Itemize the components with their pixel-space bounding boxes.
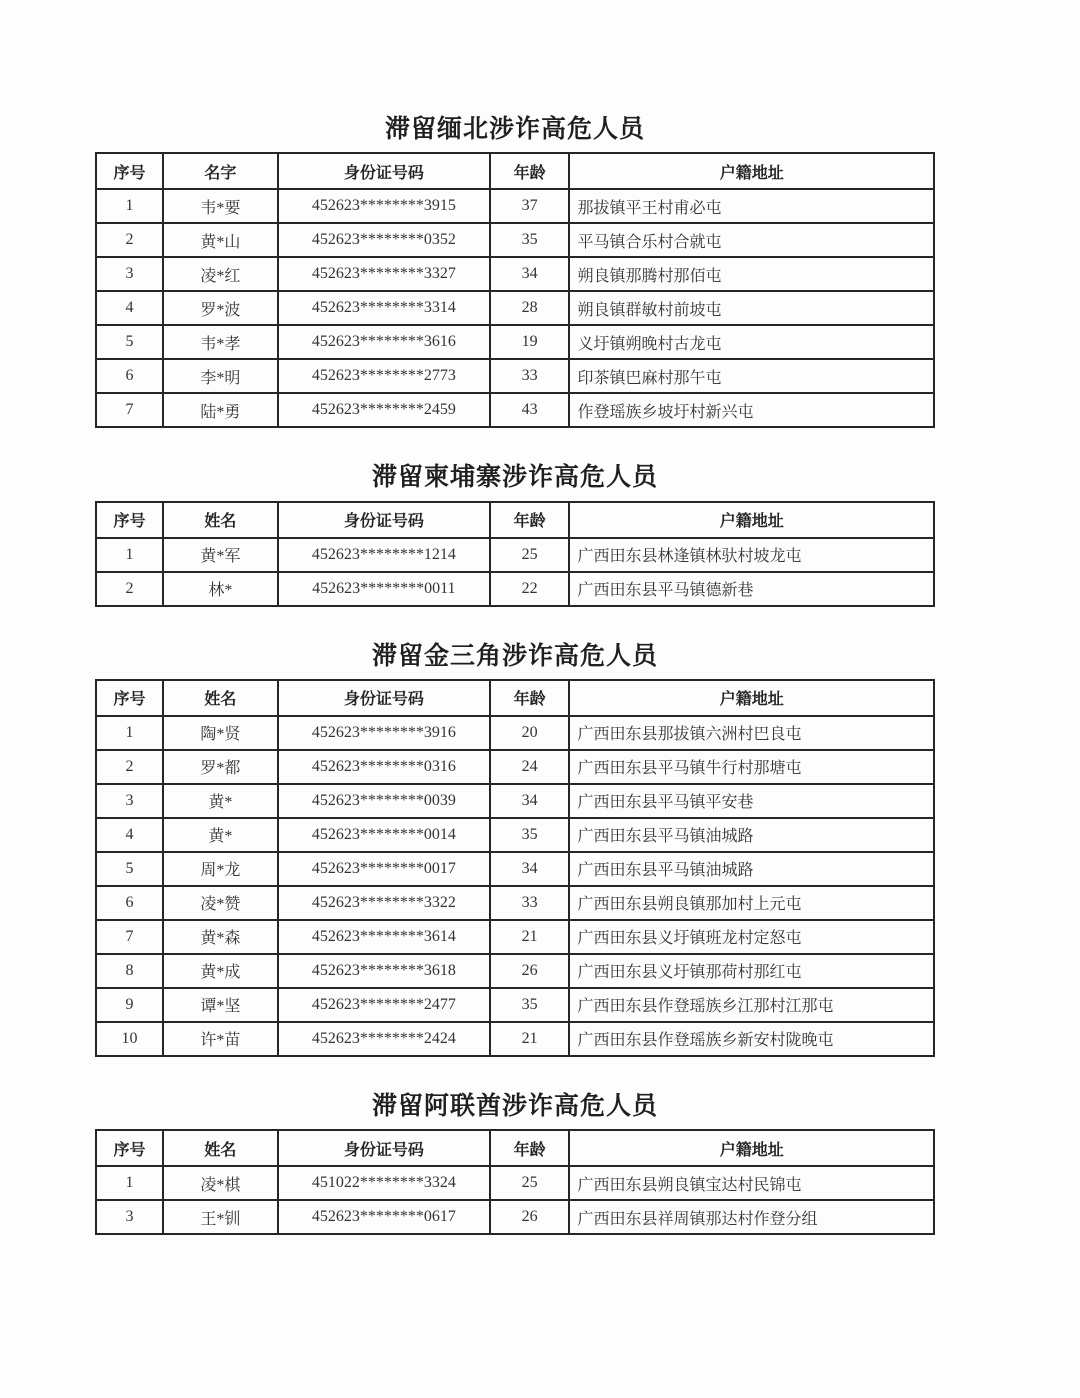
id-number-cell: 452623********3327 — [278, 257, 490, 291]
roster-section — [95, 1091, 935, 1235]
age-cell: 20 — [490, 716, 570, 750]
address-cell: 广西田东县平马镇油城路 — [569, 852, 934, 886]
table-body — [96, 538, 934, 606]
name-cell: 林* — [163, 572, 278, 606]
id-number-cell: 452623********0011 — [278, 572, 490, 606]
id-number-cell: 452623********3614 — [278, 920, 490, 954]
index-cell: 6 — [96, 886, 163, 920]
id-number-cell: 452623********2459 — [278, 393, 490, 427]
age-cell: 25 — [490, 1166, 570, 1200]
table-row — [96, 1022, 934, 1056]
table-body — [96, 716, 934, 1056]
age-cell: 25 — [490, 538, 570, 572]
roster-section — [95, 114, 935, 428]
address-cell: 那拔镇平王村甫必屯 — [569, 189, 934, 223]
table-row — [96, 886, 934, 920]
index-cell: 7 — [96, 393, 163, 427]
name-cell: 韦*孝 — [163, 325, 278, 359]
name-cell: 许*苗 — [163, 1022, 278, 1056]
id-number-cell: 452623********1214 — [278, 538, 490, 572]
age-cell: 33 — [490, 886, 570, 920]
table-row — [96, 750, 934, 784]
index-cell: 1 — [96, 189, 163, 223]
age-cell: 26 — [490, 954, 570, 988]
roster-table — [95, 501, 935, 607]
table-row — [96, 223, 934, 257]
table-row — [96, 189, 934, 223]
age-cell: 21 — [490, 920, 570, 954]
address-cell: 广西田东县朔良镇宝达村民锦屯 — [569, 1166, 934, 1200]
age-cell: 35 — [490, 818, 570, 852]
id-number-cell: 452623********3618 — [278, 954, 490, 988]
index-cell: 6 — [96, 359, 163, 393]
table-body — [96, 1166, 934, 1234]
column-header: 姓名 — [163, 1130, 278, 1166]
id-number-cell: 452623********0014 — [278, 818, 490, 852]
id-number-cell: 452623********0017 — [278, 852, 490, 886]
table-title: 滞留阿联酋涉诈高危人员 — [371, 1092, 658, 1120]
column-header: 年龄 — [490, 680, 570, 716]
index-cell: 3 — [96, 1200, 163, 1234]
name-cell: 周*龙 — [163, 852, 278, 886]
address-cell: 印茶镇巴麻村那午屯 — [569, 359, 934, 393]
table-row — [96, 716, 934, 750]
table-title: 滞留金三角涉诈高危人员 — [371, 642, 658, 670]
index-cell: 7 — [96, 920, 163, 954]
column-header: 身份证号码 — [278, 502, 490, 538]
id-number-cell: 452623********2477 — [278, 988, 490, 1022]
address-cell: 广西田东县义圩镇那荷村那红屯 — [569, 954, 934, 988]
table-row — [96, 852, 934, 886]
address-cell: 义圩镇朔晚村古龙屯 — [569, 325, 934, 359]
name-cell: 凌*棋 — [163, 1166, 278, 1200]
table-row — [96, 954, 934, 988]
table-body — [96, 189, 934, 427]
table-row — [96, 988, 934, 1022]
column-header: 年龄 — [490, 502, 570, 538]
age-cell: 19 — [490, 325, 570, 359]
index-cell: 3 — [96, 257, 163, 291]
id-number-cell: 452623********0617 — [278, 1200, 490, 1234]
age-cell: 34 — [490, 257, 570, 291]
address-cell: 广西田东县林逢镇林驮村坡龙屯 — [569, 538, 934, 572]
age-cell: 35 — [490, 988, 570, 1022]
address-cell: 广西田东县作登瑶族乡新安村陇晚屯 — [569, 1022, 934, 1056]
id-number-cell: 452623********0039 — [278, 784, 490, 818]
id-number-cell: 451022********3324 — [278, 1166, 490, 1200]
age-cell: 37 — [490, 189, 570, 223]
age-cell: 28 — [490, 291, 570, 325]
id-number-cell: 452623********0352 — [278, 223, 490, 257]
id-number-cell: 452623********3616 — [278, 325, 490, 359]
roster-section — [95, 641, 935, 1057]
table-row — [96, 572, 934, 606]
name-cell: 凌*赞 — [163, 886, 278, 920]
address-cell: 朔良镇那腾村那佰屯 — [569, 257, 934, 291]
name-cell: 黄*山 — [163, 223, 278, 257]
index-cell: 5 — [96, 852, 163, 886]
age-cell: 43 — [490, 393, 570, 427]
header-row — [96, 680, 934, 716]
column-header: 年龄 — [490, 1130, 570, 1166]
column-header: 户籍地址 — [569, 153, 934, 189]
table-row — [96, 538, 934, 572]
column-header: 身份证号码 — [278, 153, 490, 189]
name-cell: 王*钏 — [163, 1200, 278, 1234]
roster-table — [95, 1129, 935, 1235]
table-title: 滞留柬埔寨涉诈高危人员 — [371, 464, 658, 492]
column-header: 序号 — [96, 153, 163, 189]
column-header: 序号 — [96, 680, 163, 716]
column-header: 户籍地址 — [569, 1130, 934, 1166]
address-cell: 广西田东县平马镇平安巷 — [569, 784, 934, 818]
id-number-cell: 452623********2424 — [278, 1022, 490, 1056]
index-cell: 4 — [96, 291, 163, 325]
roster-table — [95, 679, 935, 1057]
name-cell: 凌*红 — [163, 257, 278, 291]
column-header: 年龄 — [490, 153, 570, 189]
index-cell: 4 — [96, 818, 163, 852]
address-cell: 广西田东县祥周镇那达村作登分组 — [569, 1200, 934, 1234]
table-row — [96, 920, 934, 954]
age-cell: 22 — [490, 572, 570, 606]
header-row — [96, 153, 934, 189]
name-cell: 黄*森 — [163, 920, 278, 954]
age-cell: 35 — [490, 223, 570, 257]
index-cell: 9 — [96, 988, 163, 1022]
column-header: 身份证号码 — [278, 680, 490, 716]
age-cell: 21 — [490, 1022, 570, 1056]
address-cell: 作登瑶族乡坡圩村新兴屯 — [569, 393, 934, 427]
column-header: 序号 — [96, 502, 163, 538]
id-number-cell: 452623********2773 — [278, 359, 490, 393]
address-cell: 广西田东县义圩镇班龙村定怒屯 — [569, 920, 934, 954]
name-cell: 陶*贤 — [163, 716, 278, 750]
column-header: 身份证号码 — [278, 1130, 490, 1166]
column-header: 户籍地址 — [569, 502, 934, 538]
roster-section — [95, 462, 935, 606]
name-cell: 谭*坚 — [163, 988, 278, 1022]
table-row — [96, 325, 934, 359]
address-cell: 广西田东县那拔镇六洲村巴良屯 — [569, 716, 934, 750]
age-cell: 34 — [490, 784, 570, 818]
name-cell: 罗*都 — [163, 750, 278, 784]
name-cell: 黄* — [163, 784, 278, 818]
column-header: 序号 — [96, 1130, 163, 1166]
header-row — [96, 1130, 934, 1166]
address-cell: 广西田东县朔良镇那加村上元屯 — [569, 886, 934, 920]
id-number-cell: 452623********3314 — [278, 291, 490, 325]
index-cell: 5 — [96, 325, 163, 359]
index-cell: 1 — [96, 716, 163, 750]
index-cell: 3 — [96, 784, 163, 818]
address-cell: 平马镇合乐村合就屯 — [569, 223, 934, 257]
address-cell: 广西田东县作登瑶族乡江那村江那屯 — [569, 988, 934, 1022]
id-number-cell: 452623********0316 — [278, 750, 490, 784]
roster-table — [95, 152, 935, 428]
index-cell: 8 — [96, 954, 163, 988]
name-cell: 罗*波 — [163, 291, 278, 325]
document-body — [95, 0, 935, 1235]
column-header: 姓名 — [163, 680, 278, 716]
name-cell: 韦*要 — [163, 189, 278, 223]
name-cell: 李*明 — [163, 359, 278, 393]
column-header: 名字 — [163, 153, 278, 189]
table-row — [96, 257, 934, 291]
id-number-cell: 452623********3916 — [278, 716, 490, 750]
address-cell: 广西田东县平马镇油城路 — [569, 818, 934, 852]
address-cell: 朔良镇群敏村前坡屯 — [569, 291, 934, 325]
index-cell: 1 — [96, 1166, 163, 1200]
index-cell: 2 — [96, 572, 163, 606]
address-cell: 广西田东县平马镇牛行村那塘屯 — [569, 750, 934, 784]
index-cell: 1 — [96, 538, 163, 572]
table-row — [96, 393, 934, 427]
index-cell: 10 — [96, 1022, 163, 1056]
name-cell: 黄* — [163, 818, 278, 852]
column-header: 姓名 — [163, 502, 278, 538]
name-cell: 陆*勇 — [163, 393, 278, 427]
table-row — [96, 1166, 934, 1200]
table-row — [96, 359, 934, 393]
id-number-cell: 452623********3915 — [278, 189, 490, 223]
name-cell: 黄*成 — [163, 954, 278, 988]
index-cell: 2 — [96, 750, 163, 784]
table-title: 滞留缅北涉诈高危人员 — [384, 116, 645, 143]
column-header: 户籍地址 — [569, 680, 934, 716]
address-cell: 广西田东县平马镇德新巷 — [569, 572, 934, 606]
age-cell: 26 — [490, 1200, 570, 1234]
table-row — [96, 1200, 934, 1234]
table-row — [96, 291, 934, 325]
id-number-cell: 452623********3322 — [278, 886, 490, 920]
age-cell: 33 — [490, 359, 570, 393]
table-row — [96, 818, 934, 852]
header-row — [96, 502, 934, 538]
index-cell: 2 — [96, 223, 163, 257]
age-cell: 34 — [490, 852, 570, 886]
table-row — [96, 784, 934, 818]
age-cell: 24 — [490, 750, 570, 784]
name-cell: 黄*军 — [163, 538, 278, 572]
